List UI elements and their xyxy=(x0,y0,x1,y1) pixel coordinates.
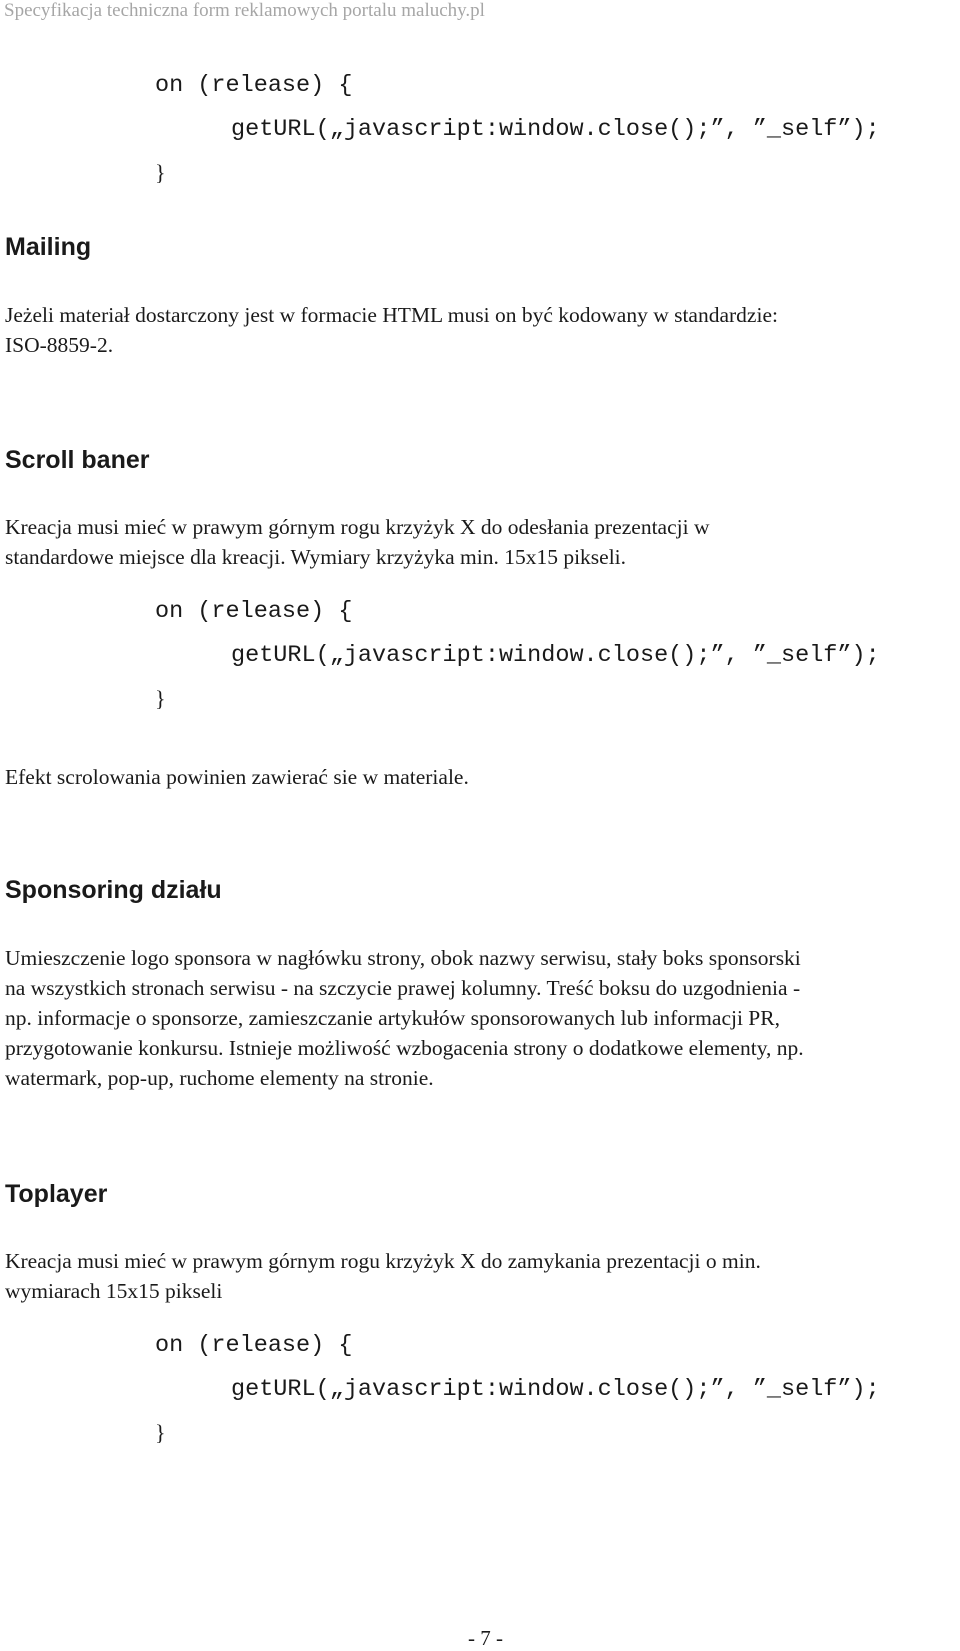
scroll-baner-note xyxy=(5,762,469,792)
code-line-on-release: on (release) { xyxy=(155,1332,353,1359)
scroll-baner-note-line: Efekt scrolowania powinien zawierać sie w materiale. xyxy=(5,765,469,789)
sponsoring-line: Umieszczenie logo sponsora w nagłówku strony, obok nazwy serwisu, stały boks sponsorski xyxy=(5,946,801,970)
code-line-on-release: on (release) { xyxy=(155,72,353,99)
toplayer-line: Kreacja musi mieć w prawym górnym rogu krzyżyk X do zamykania prezentacji o min. xyxy=(5,1249,761,1273)
sponsoring-line: na wszystkich stronach serwisu - na szczycie prawej kolumny. Treść boksu do uzgodnienia - xyxy=(5,976,801,1000)
mailing-line: Jeżeli materiał dostarczony jest w formacie HTML musi on być kodowany w standardzie: xyxy=(5,303,778,327)
code-line-geturl: getURL(„javascript:window.close();”, ”_self”); xyxy=(231,642,880,669)
sponsoring-line: np. informacje o sponsorze, zamieszczanie artykułów sponsorowanych lub informacji PR, xyxy=(5,1006,780,1030)
mailing-line: ISO-8859-2. xyxy=(5,333,114,357)
sponsoring-paragraph xyxy=(5,943,804,1093)
scroll-baner-line: Kreacja musi mieć w prawym górnym rogu krzyżyk X do odesłania prezentacji w xyxy=(5,515,710,539)
code-line-close-brace: } xyxy=(155,1420,166,1445)
toplayer-paragraph xyxy=(5,1246,761,1306)
sponsoring-line: przygotowanie konkursu. Istnieje możliwość wzbogacenia strony o dodatkowe elementy, np. xyxy=(5,1036,804,1060)
section-heading-sponsoring: Sponsoring działu xyxy=(5,876,222,904)
section-heading-toplayer: Toplayer xyxy=(5,1180,108,1208)
toplayer-line: wymiarach 15x15 pikseli xyxy=(5,1279,223,1303)
scroll-baner-paragraph xyxy=(5,512,709,572)
sponsoring-line: watermark, pop-up, ruchome elementy na stronie. xyxy=(5,1066,434,1090)
document-header: Specyfikacja techniczna form reklamowych portalu maluchy.pl xyxy=(4,0,485,21)
code-line-close-brace: } xyxy=(155,160,166,185)
code-line-close-brace: } xyxy=(155,686,166,711)
code-line-geturl: getURL(„javascript:window.close();”, ”_self”); xyxy=(231,1376,880,1403)
code-line-on-release: on (release) { xyxy=(155,598,353,625)
section-heading-scroll-baner: Scroll baner xyxy=(5,446,150,474)
code-line-geturl: getURL(„javascript:window.close();”, ”_self”); xyxy=(231,116,880,143)
section-heading-mailing: Mailing xyxy=(5,233,92,261)
mailing-paragraph xyxy=(5,300,778,360)
page-number: - 7 - xyxy=(468,1626,503,1650)
scroll-baner-line: standardowe miejsce dla kreacji. Wymiary krzyżyka min. 15x15 pikseli. xyxy=(5,545,627,569)
